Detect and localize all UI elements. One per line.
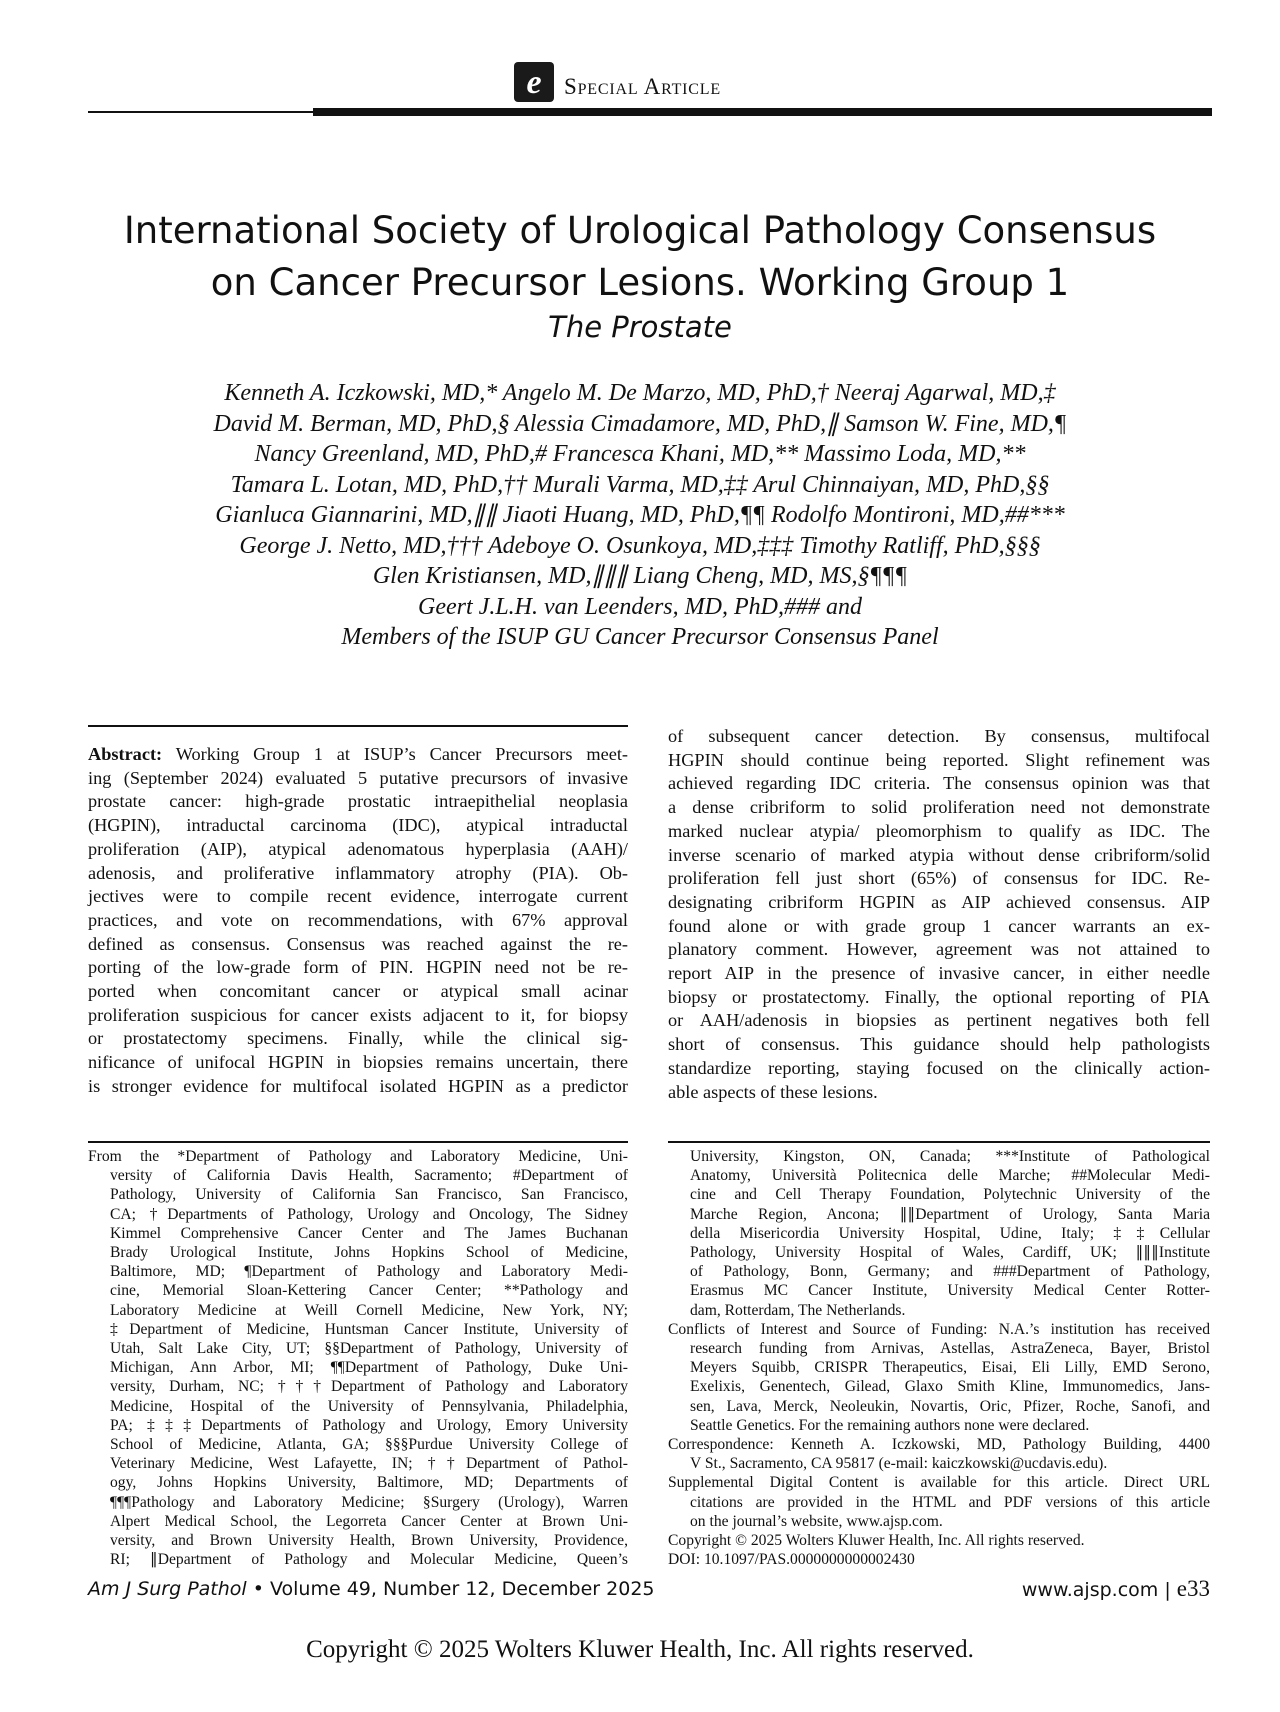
affiliation-line: ‡Department of Medicine, Huntsman Cancer Institute, University of xyxy=(110,1320,628,1338)
author-line: Tamara L. Lotan, MD, PhD,†† Murali Varma, MD,‡‡ Arul Chinnaiyan, MD, PhD,§§ xyxy=(230,471,1050,498)
author-line: George J. Netto, MD,††† Adeboye O. Osunkoya, MD,‡‡‡ Timothy Ratliff, PhD,§§§ xyxy=(239,532,1041,559)
abstract-line: or prostatectomy specimens. Finally, while the clinical sig- xyxy=(88,1028,628,1049)
affiliation-line: cine, Memorial Sloan-Kettering Cancer Center; **Pathology and xyxy=(110,1282,628,1300)
abstract-line: able aspects of these lesions. xyxy=(668,1081,878,1102)
abstract-line: proliferation fell just short (65%) of consensus for IDC. Re- xyxy=(668,868,1210,889)
journal-citation xyxy=(88,1578,655,1600)
affiliation-line: Veterinary Medicine, West Lafayette, IN; ††Department of Pathol- xyxy=(110,1455,628,1473)
affiliation-line: School of Medicine, Atlanta, GA; §§§Purdue University College of xyxy=(110,1436,628,1454)
affiliation-line: RI; ∥Department of Pathology and Molecular Medicine, Queen’s xyxy=(110,1551,628,1569)
abstract-line: or AAH/adenosis in biopsies as pertinent negatives both fell xyxy=(668,1010,1210,1031)
journal-abbrev: Am J Surg Pathol xyxy=(88,1578,247,1600)
affiliation-line: University, Kingston, ON, Canada; ***Institute of Pathological xyxy=(690,1148,1210,1165)
footnote-rule xyxy=(668,1141,1210,1143)
footnote-rule xyxy=(88,1141,628,1143)
affiliation-line: Alpert Medical School, the Legorreta Cancer Center at Brown Uni- xyxy=(110,1512,628,1530)
abstract-line: adenosis, and proliferative inflammatory atrophy (PIA). Ob- xyxy=(88,862,628,883)
abstract-line: defined as consensus. Consensus was reached against the re- xyxy=(88,933,628,954)
author-line: Members of the ISUP GU Cancer Precursor Consensus Panel xyxy=(341,624,939,650)
affiliation-line: Utah, Salt Lake City, UT; §§Department of Pathology, University of xyxy=(110,1340,628,1358)
affiliation-line: Pathology, University of California San Francisco, San Francisco, xyxy=(110,1186,628,1204)
abstract-line: of subsequent cancer detection. By consensus, multifocal xyxy=(668,726,1210,746)
abstract-line: prostate cancer: high-grade prostatic intraepithelial neoplasia xyxy=(88,791,628,812)
e-logo-icon xyxy=(514,62,554,102)
affiliation-line: From the *Department of Pathology and Laboratory Medicine, Uni- xyxy=(88,1148,628,1165)
abstract-line: proliferation suspicious for cancer exists adjacent to it, for biopsy xyxy=(88,1004,628,1025)
abstract-line: found alone or with grade group 1 cancer warrants an ex- xyxy=(668,915,1210,936)
affiliation-line: Michigan, Ann Arbor, MI; ¶¶Department of Pathology, Duke Uni- xyxy=(110,1359,628,1377)
affiliation-line: Medicine, Hospital of the University of Pennsylvania, Philadelphia, xyxy=(110,1397,628,1415)
affiliation-line: Brady Urological Institute, Johns Hopkins School of Medicine, xyxy=(110,1244,628,1262)
section-label: Special Article xyxy=(564,74,721,99)
abstract-line: is stronger evidence for multifocal isolated HGPIN as a predictor xyxy=(88,1075,628,1096)
affiliation-line: Marche Region, Ancona; ∥∥Department of Urology, Santa Maria xyxy=(690,1205,1210,1223)
footnote-copyright: Copyright © 2025 Wolters Kluwer Health, Inc. All rights reserved. xyxy=(668,1532,1085,1550)
copyright-banner: Copyright © 2025 Wolters Kluwer Health, Inc. All rights reserved. xyxy=(306,1636,974,1663)
footer-right xyxy=(1022,1576,1210,1602)
conflicts-line: research funding from Arnivas, Astellas, AstraZeneca, Bayer, Bristol xyxy=(690,1340,1210,1358)
conflicts-line: Exelixis, Genentech, Gilead, Glaxo Smith Kline, Immunomedics, Jans- xyxy=(690,1378,1210,1396)
affiliation-line: cine and Cell Therapy Foundation, Polytechnic University of the xyxy=(690,1186,1210,1204)
affiliation-line: versity, Durham, NC; †††Department of Pathology and Laboratory xyxy=(110,1378,628,1396)
abstract-line: jectives were to compile recent evidence, interrogate current xyxy=(88,886,628,907)
affiliation-line: ogy, Johns Hopkins University, Baltimore, MD; Departments of xyxy=(110,1474,628,1492)
correspondence-line: Correspondence: Kenneth A. Iczkowski, MD, Pathology Building, 4400 xyxy=(668,1436,1210,1454)
abstract-line: achieved regarding IDC criteria. The consensus opinion was that xyxy=(668,773,1210,794)
abstract-left-column xyxy=(88,743,628,1099)
author-line: Glen Kristiansen, MD,∥∥∥ Liang Cheng, MD, MS,§¶¶¶ xyxy=(372,563,908,589)
author-line: Gianluca Giannarini, MD,∥∥ Jiaoti Huang, MD, PhD,¶¶ Rodolfo Montironi, MD,##*** xyxy=(215,502,1065,528)
supplemental-line: on the journal’s website, www.ajsp.com. xyxy=(690,1512,943,1530)
conflicts-line: Conflicts of Interest and Source of Funding: N.A.’s institution has received xyxy=(668,1320,1210,1338)
conflicts-line: Meyers Squibb, CRISPR Therapeutics, Eisai, Eli Lilly, EMD Serono, xyxy=(690,1359,1210,1377)
footnotes-right-column xyxy=(668,1147,1210,1569)
footer-bullet: • xyxy=(246,1578,270,1600)
affiliation-line: dam, Rotterdam, The Netherlands. xyxy=(690,1301,906,1319)
abstract-first-line-text: Working Group 1 at ISUP’s Cancer Precursors meet- xyxy=(162,744,628,764)
abstract-line: porting of the low-grade form of PIN. HGPIN need not be re- xyxy=(88,957,628,978)
abstract-line: planatory comment. However, agreement was not attained to xyxy=(668,939,1210,960)
journal-issue: Volume 49, Number 12, December 2025 xyxy=(270,1578,655,1600)
affiliations-left-column xyxy=(88,1147,628,1569)
title-line-2: on Cancer Precursor Lesions. Working Group 1 xyxy=(210,261,1070,304)
abstract-first-line xyxy=(88,743,628,767)
abstract-rule xyxy=(88,725,628,727)
abstract-line: report AIP in the presence of invasive cancer, in either needle xyxy=(668,963,1210,984)
abstract-line: (HGPIN), intraductal carcinoma (IDC), atypical intraductal xyxy=(88,815,628,836)
abstract-line: proliferation (AIP), atypical adenomatous hyperplasia (AAH)/ xyxy=(88,838,628,859)
affiliation-line: versity, and Brown University Health, Brown University, Providence, xyxy=(110,1532,628,1550)
conflicts-line: Seattle Genetics. For the remaining authors none were declared. xyxy=(690,1416,1090,1434)
affiliation-line: Anatomy, Università Politecnica delle Marche; ##Molecular Medi- xyxy=(690,1167,1210,1185)
abstract-line: ing (September 2024) evaluated 5 putative precursors of invasive xyxy=(88,767,628,788)
abstract-line: biopsy or prostatectomy. Finally, the optional reporting of PIA xyxy=(668,986,1210,1007)
journal-website: www.ajsp.com | xyxy=(1021,1579,1177,1601)
affiliation-line: della Misericordia University Hospital, Udine, Italy; ‡‡Cellular xyxy=(690,1224,1210,1242)
affiliation-line: Baltimore, MD; ¶Department of Pathology and Laboratory Medi- xyxy=(110,1263,628,1281)
article-subtitle: The Prostate xyxy=(548,310,732,344)
abstract-line: inverse scenario of marked atypia without dense cribriform/solid xyxy=(668,844,1210,865)
abstract-line: practices, and vote on recommendations, with 67% approval xyxy=(88,909,628,930)
author-line: David M. Berman, MD, PhD,§ Alessia Cimadamore, MD, PhD,∥ Samson W. Fine, MD,¶ xyxy=(213,410,1067,437)
abstract-line: designating cribriform HGPIN as AIP achieved consensus. AIP xyxy=(668,891,1210,912)
abstract-line: ported when concomitant cancer or atypical small acinar xyxy=(88,981,628,1002)
author-line: Kenneth A. Iczkowski, MD,* Angelo M. De Marzo, MD, PhD,† Neeraj Agarwal, MD,‡ xyxy=(224,380,1056,406)
abstract-line: marked nuclear atypia/ pleomorphism to qualify as IDC. The xyxy=(668,820,1210,841)
affiliation-line: PA; ‡‡‡Departments of Pathology and Urology, Emory University xyxy=(110,1416,628,1434)
journal-logo xyxy=(514,62,554,102)
affiliation-line: Erasmus MC Cancer Institute, University Medical Center Rotter- xyxy=(690,1282,1210,1300)
logo-letter: e xyxy=(526,64,542,101)
author-line: Geert J.L.H. van Leenders, MD, PhD,### and xyxy=(418,593,862,620)
abstract-label: Abstract: xyxy=(88,744,163,764)
abstract-line: HGPIN should continue being reported. Slight refinement was xyxy=(668,749,1210,770)
affiliation-line: Pathology, University Hospital of Wales, Cardiff, UK; ∥∥∥Institute xyxy=(690,1244,1210,1262)
abstract-line: a dense cribriform to solid proliferation need not demonstrate xyxy=(668,797,1210,818)
affiliation-line: CA; †Departments of Pathology, Urology and Oncology, The Sidney xyxy=(110,1205,628,1223)
page-number: e33 xyxy=(1176,1576,1210,1601)
supplemental-line: citations are provided in the HTML and PDF versions of this article xyxy=(690,1493,1210,1511)
doi-line: DOI: 10.1097/PAS.0000000000002430 xyxy=(668,1551,915,1569)
affiliation-line: Kimmel Comprehensive Cancer Center and The James Buchanan xyxy=(110,1224,628,1242)
correspondence-line: V St., Sacramento, CA 95817 (e-mail: kaiczkowski@ucdavis.edu). xyxy=(690,1455,1108,1473)
abstract-line: nificance of unifocal HGPIN in biopsies remains uncertain, there xyxy=(88,1052,628,1073)
title-line-1: International Society of Urological Pathology Consensus xyxy=(123,209,1157,252)
abstract-line: short of consensus. This guidance should help pathologists xyxy=(668,1034,1210,1055)
abstract-right-column xyxy=(668,725,1210,1104)
supplemental-line: Supplemental Digital Content is available for this article. Direct URL xyxy=(668,1474,1210,1492)
header-rule-thick xyxy=(313,108,1212,116)
author-line: Nancy Greenland, MD, PhD,# Francesca Khani, MD,** Massimo Loda, MD,** xyxy=(254,441,1026,467)
article-title xyxy=(60,205,1220,309)
affiliation-line: Laboratory Medicine at Weill Cornell Medicine, New York, NY; xyxy=(110,1301,628,1319)
abstract-line: standardize reporting, staying focused on the clinically action- xyxy=(668,1057,1210,1078)
affiliation-line: versity of California Davis Health, Sacramento; #Department of xyxy=(110,1167,628,1185)
affiliation-line: ¶¶¶Pathology and Laboratory Medicine; §Surgery (Urology), Warren xyxy=(110,1493,628,1511)
affiliation-line: of Pathology, Bonn, Germany; and ###Department of Pathology, xyxy=(690,1263,1210,1281)
conflicts-line: sen, Lava, Merck, Neoleukin, Novartis, Oric, Pfizer, Roche, Sanofi, and xyxy=(690,1397,1210,1415)
author-list xyxy=(100,378,1180,653)
